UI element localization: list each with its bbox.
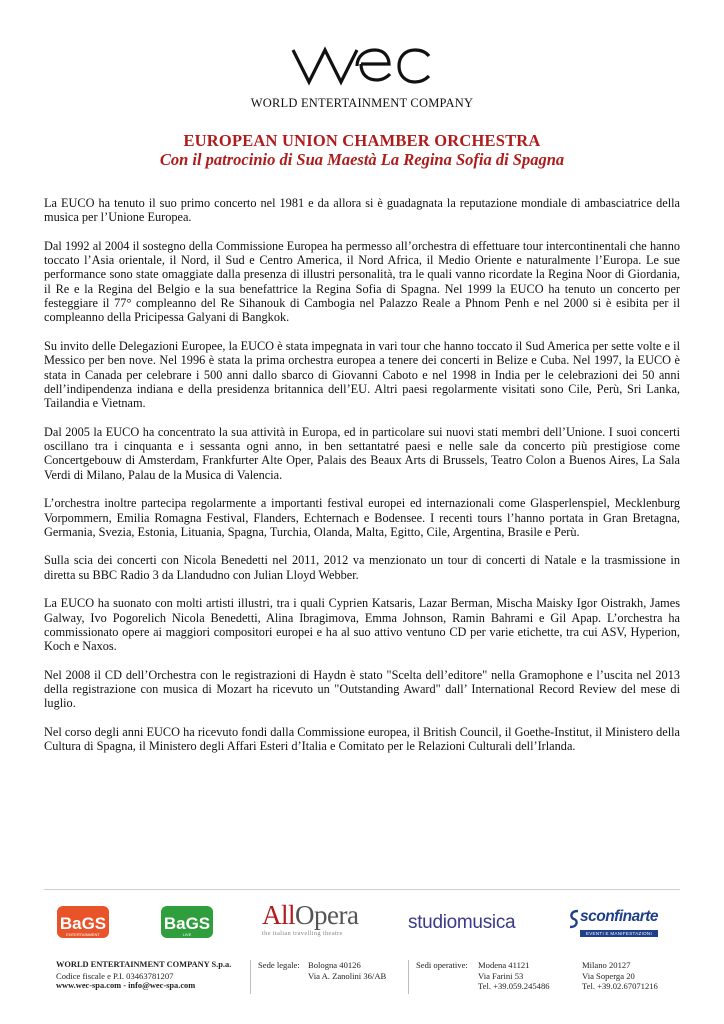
- paragraph: La EUCO ha tenuto il suo primo concerto nel 1981 e da allora si è guadagnata la reputazione mondiale di ambasciatrice della musica per l’Unione Europea.: [44, 196, 680, 225]
- footer-separator: [250, 960, 251, 994]
- footer-milano-tel: Tel. +39.02.67071216: [582, 981, 658, 991]
- footer-milano-address: [582, 960, 680, 992]
- bags2-sub: LIVE: [182, 932, 192, 937]
- allopera-main: Opera: [295, 900, 359, 930]
- allopera-tagline: the italian travelling theatre: [262, 930, 343, 937]
- svg-text:BaGS: BaGS: [59, 914, 107, 933]
- paragraph: Dal 1992 al 2004 il sostegno della Commissione Europea ha permesso all’orchestra di effettuare tour intercontinentali che hanno toccato l’Asia orientale, il Nord, il Sud e Centro America, il Nord Africa, il Medio Oriente e naturalmente l’Europa. Le sue performance sono state omaggiate dalla presenza di illustri personalità, tra le quali vanno ricordate la Regina Noor di Giordania, il Re e la Regina del Belgio e la sua benefattrice la Regina Sofia di Spagna. Nel 1999 la EUCO ha tenuto un concerto per festeggiare il 77° compleanno del Re Sihanouk di Cambogia nel Palazzo Reale a Phnom Penh e nel 2000 si è esibita per il compleanno della Pricipessa Galyani di Bangkok.: [44, 238, 680, 325]
- document-body: [44, 196, 680, 768]
- studiomusica-logo: studiomusica: [408, 912, 516, 933]
- bags-live-logo: [160, 902, 214, 942]
- paragraph: Nel 2008 il CD dell’Orchestra con le registrazioni di Haydn è stato "Scelta dell’editore" nella Gramophone e l’uscita nel 2013 della registrazione con musica di Mozart ha ricevuto un "Outstanding Award" dall’ International Record Review del mese di luglio.: [44, 667, 680, 711]
- footer-divider: [44, 889, 680, 890]
- footer-legal-address: [308, 960, 418, 981]
- bags-entertainment-logo: [56, 902, 110, 942]
- footer-company-name: WORLD ENTERTAINMENT COMPANY S.p.a.: [56, 960, 232, 969]
- document-subtitle: Con il patrocinio di Sua Maestà La Regina Sofia di Spagna: [159, 150, 565, 169]
- wec-logo-mark: [287, 36, 437, 88]
- paragraph: Sulla scia dei concerti con Nicola Benedetti nel 2011, 2012 va menzionato un tour di concerti di Natale e la trasmissione in diretta su BBC Radio 3 da Llandudno con Julian Lloyd Webber.: [44, 553, 680, 582]
- footer-legal-street: Via A. Zanolini 36/AB: [308, 970, 387, 981]
- sconfinarte-swirl-icon: [568, 909, 580, 929]
- paragraph: L’orchestra inoltre partecipa regolarmente a importanti festival europei ed internazionali come Glasperlenspiel, Mecklenburg Vorpommern, Emilia Romagna Festival, Flanders, Echternach e Bodensee. I recenti tours l’hanno portata in Gran Bretagna, Germania, Svezia, Estonia, Lituania, Spagna, Turchia, Olanda, Malta, Egitto, Cile, Argentina, Brasile e Perù.: [44, 496, 680, 539]
- company-name: WORLD ENTERTAINMENT COMPANY: [250, 96, 474, 110]
- svg-text:BaGS: BaGS: [163, 914, 211, 933]
- footer-tax-id: Codice fiscale e P.I. 03463781207: [56, 970, 174, 981]
- footer-legal-city: Bologna 40126: [308, 960, 361, 970]
- sconfinarte-tagline: EVENTI E MANIFESTAZIONI: [580, 930, 658, 937]
- allopera-prefix: All: [262, 900, 296, 930]
- paragraph: Nel corso degli anni EUCO ha ricevuto fondi dalla Commissione europea, il British Council, il Goethe-Institut, il Ministero della Cultura di Spagna, il Ministero degli Affari Esteri d’Italia e Comitato per le Relazioni Culturali dell’Irlanda.: [44, 724, 680, 754]
- sconfinarte-logo: [568, 908, 680, 942]
- wec-logo: [0, 36, 724, 88]
- paragraph: La EUCO ha suonato con molti artisti illustri, tra i quali Cyprien Katsaris, Lazar Berman, Mischa Maisky Igor Oistrakh, James Galway, Ivo Pogorelich Nicola Benedetti, Alina Ibragimova, Emma Johnson, Ramin Bahrami e Gil Apap. L’orchestra ha commissionato opere ai maggiori compositori europei e ha al suo attivo ventuno CD per varie etichette, tra cui ASV, Hyperion, Koch e Naxos.: [44, 596, 680, 654]
- partner-logos: [44, 898, 680, 946]
- document-title: EUROPEAN UNION CHAMBER ORCHESTRA: [183, 131, 541, 150]
- footer-ops-label: Sedi operative:: [416, 960, 468, 970]
- footer-separator: [408, 960, 409, 994]
- footer-milano-city: Milano 20127: [582, 960, 631, 970]
- footer-web-email: www.wec-spa.com - info@wec-spa.com: [56, 981, 196, 990]
- paragraph: Su invito delle Delegazioni Europee, la EUCO è stata impegnata in vari tour che hanno toccato il Sud America per sette volte e il Messico per ben nove. Nel 1996 è stata la prima orchestra europea a tenere dei concerti in Belize e Cuba. Nel 1997, la EUCO è stata in Canada per celebrare i 500 anni dallo sbarco di Giovanni Caboto e nel 1998 in India per le celebrazioni dei 50 anni dell’indipendenza indiana e della presidenza britannica dell’EU. Altri paesi regolarmente visitati sono Cile, Perù, Sri Lanka, Tailandia e Vietnam.: [44, 338, 680, 411]
- footer-company: [56, 960, 256, 992]
- sconfinarte-name: sconfinarte: [580, 908, 659, 925]
- paragraph: Dal 2005 la EUCO ha concentrato la sua attività in Europa, ed in particolare sui nuovi stati membri dell’Unione. I suoi concerti oscillano tra i cinquanta e i sessanta ogni anno, in ben settantatré paesi e nelle sale da concerto più prestigiose come Concertgebouw di Amsterdam, Frankfurter Alte Oper, Palais des Beaux Arts di Brussels, Teatro Colon a Buenos Aires, La Sala Verdi di Milano, Palau de la Musica di Valencia.: [44, 424, 680, 482]
- footer-legal-label: Sede legale:: [258, 960, 300, 970]
- allopera-logo: [262, 902, 372, 942]
- footer-modena-address: [478, 960, 582, 992]
- footer-modena-city: Modena 41121: [478, 960, 530, 970]
- footer: [44, 960, 680, 996]
- footer-modena-tel: Tel. +39.059.245486: [478, 981, 550, 991]
- footer-modena-street: Via Farini 53: [478, 970, 524, 981]
- bags1-sub: ENTERTAINMENT: [66, 932, 100, 937]
- footer-milano-street: Via Soperga 20: [582, 970, 635, 981]
